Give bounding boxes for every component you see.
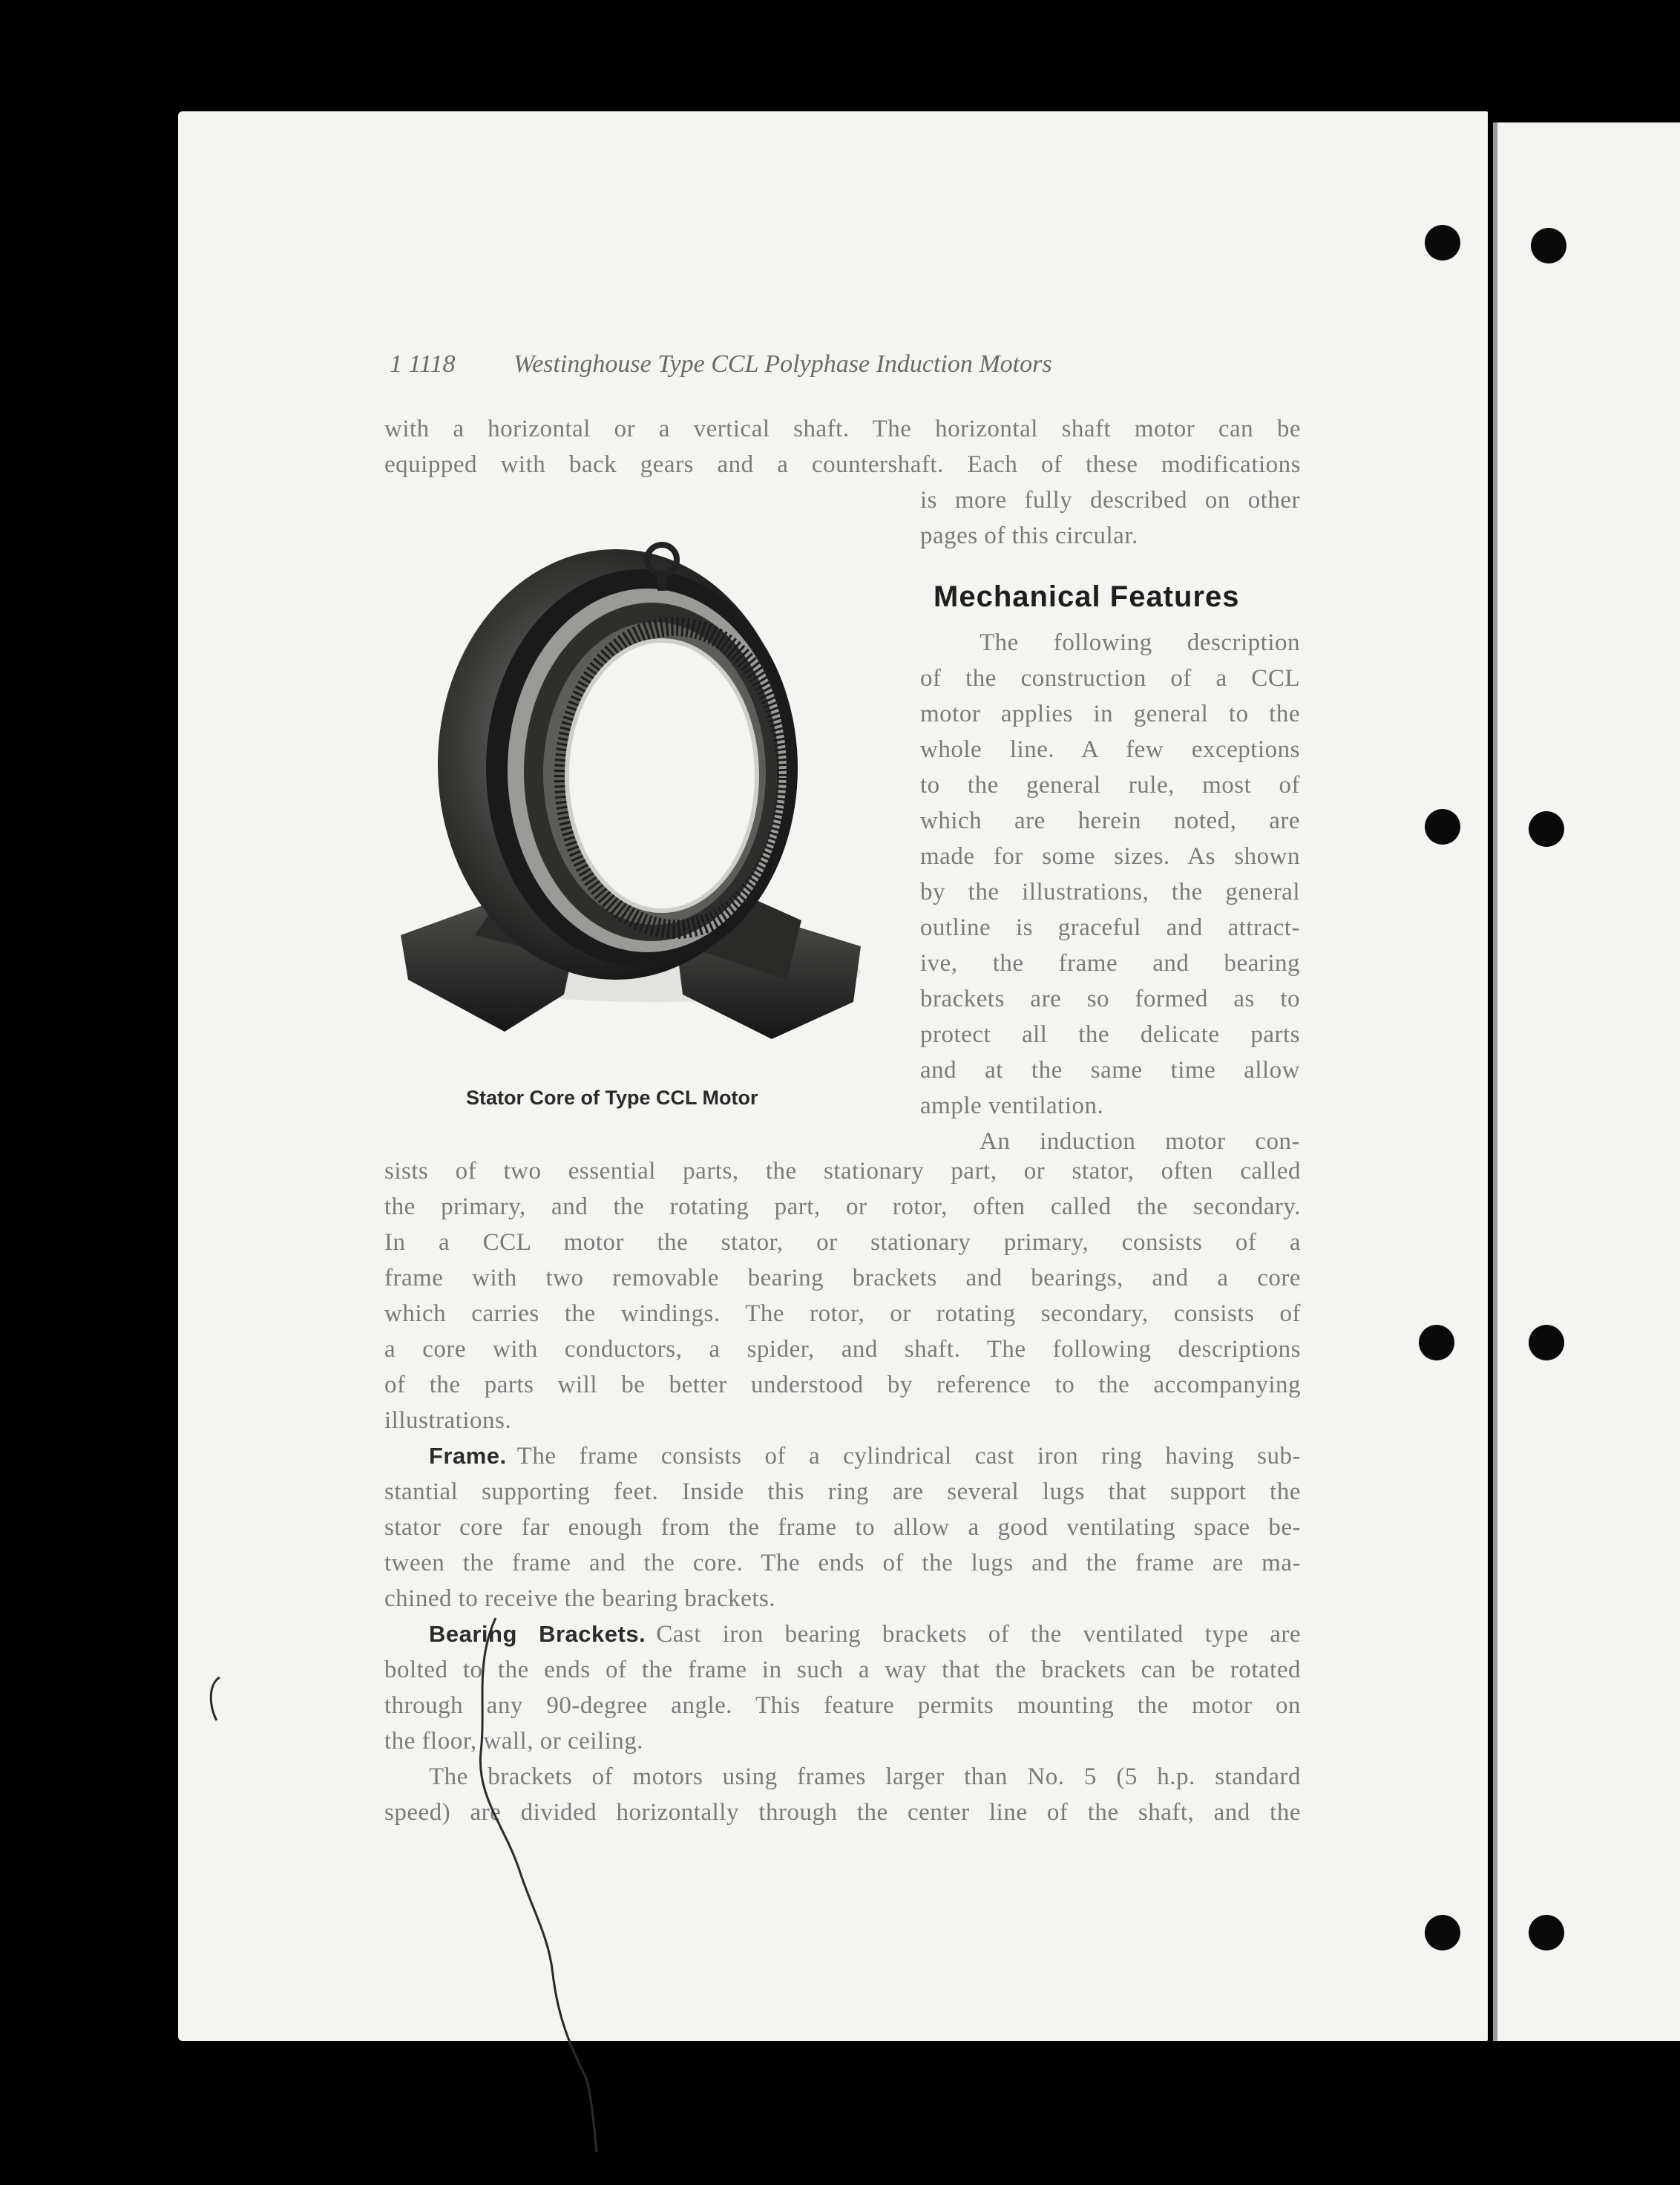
text-line: the floor, wall, or ceiling. — [384, 1728, 643, 1755]
text-line: is more fully described on other — [920, 487, 1300, 514]
brackets-paragraph-first-line — [384, 1616, 1301, 1652]
text-line: ample ventilation. — [920, 1092, 1104, 1119]
text-span: Cast iron bearing brackets of the ventilated type are — [656, 1621, 1301, 1648]
text-line: outline is graceful and attract- — [920, 914, 1300, 941]
text-line: by the illustrations, the general — [920, 879, 1300, 905]
text-line: motor applies in general to the — [920, 701, 1300, 727]
running-title: Westinghouse Type CCL Polyphase Induction Motors — [513, 350, 1052, 378]
text-line: protect all the delicate parts — [920, 1021, 1300, 1048]
text-line: An induction motor con- — [980, 1128, 1300, 1155]
punch-hole-icon — [1529, 811, 1564, 847]
figure-caption: Stator Core of Type CCL Motor — [466, 1087, 758, 1109]
punch-hole-icon — [1529, 1325, 1564, 1360]
text-line: frame with two removable bearing brackets and bearings, and a core — [384, 1265, 1301, 1291]
page-number: 1 1118 — [390, 350, 456, 378]
frame-label: Frame. — [429, 1443, 507, 1469]
intro-paragraph-wrap — [920, 482, 1300, 554]
punch-hole-icon — [1419, 1325, 1454, 1360]
text-line: the primary, and the rotating part, or rotor, often called the secondary. — [384, 1193, 1301, 1220]
text-line: bolted to the ends of the frame in such a way that the brackets can be rotated — [384, 1657, 1301, 1683]
text-line: to the general rule, most of — [920, 772, 1300, 799]
text-line: sists of two essential parts, the stationary part, or stator, often called — [384, 1158, 1301, 1185]
punch-hole-icon — [1529, 1915, 1564, 1950]
text-line: through any 90-degree angle. This feature permits mounting the motor on — [384, 1692, 1301, 1719]
text-line: of the parts will be better understood by reference to the accompanying — [384, 1372, 1301, 1398]
frame-paragraph-first-line — [384, 1438, 1301, 1474]
text-line: brackets are so formed as to — [920, 986, 1300, 1012]
section-heading: Mechanical Features — [933, 580, 1240, 613]
column-paragraph — [920, 625, 1300, 1159]
running-header — [390, 350, 1052, 379]
text-line: In a CCL motor the stator, or stationary primary, consists of a — [384, 1229, 1301, 1256]
text-line: which carries the windings. The rotor, or rotating secondary, consists of — [384, 1300, 1301, 1327]
text-line: chined to receive the bearing brackets. — [384, 1585, 776, 1612]
text-span: The frame consists of a cylindrical cast iron ring having sub- — [516, 1443, 1301, 1470]
text-line: illustrations. — [384, 1407, 512, 1434]
punch-hole-icon — [1425, 1915, 1460, 1950]
stator-core-photo-icon — [386, 520, 890, 1054]
text-line: whole line. A few exceptions — [920, 736, 1300, 763]
text-line: which are herein noted, are — [920, 808, 1300, 834]
punch-hole-icon — [1531, 228, 1566, 263]
text-line: stator core far enough from the frame to allow a good ventilating space be- — [384, 1514, 1301, 1541]
intro-paragraph — [384, 411, 1301, 482]
text-line: and at the same time allow — [920, 1057, 1300, 1084]
text-line: speed) are divided horizontally through the center line of the shaft, and the — [384, 1799, 1301, 1826]
punch-hole-icon — [1425, 225, 1460, 261]
brackets-label: Bearing Brackets. — [429, 1621, 646, 1647]
text-line: The following description — [980, 629, 1300, 656]
text-line: tween the frame and the core. The ends of the lugs and the frame are ma- — [384, 1550, 1301, 1576]
text-line: equipped with back gears and a countershaft. Each of these modifications — [384, 451, 1301, 478]
text-line: ive, the frame and bearing — [920, 950, 1300, 977]
adjacent-page-edge — [1493, 122, 1680, 2041]
text-line: made for some sizes. As shown — [920, 843, 1300, 870]
punch-hole-icon — [1425, 809, 1460, 845]
body-paragraph — [384, 1153, 1301, 1830]
text-line: a core with conductors, a spider, and shaft. The following descriptions — [384, 1336, 1301, 1363]
text-line: with a horizontal or a vertical shaft. The horizontal shaft motor can be — [384, 416, 1301, 442]
text-line: pages of this circular. — [920, 522, 1138, 549]
text-line: of the construction of a CCL — [920, 665, 1300, 692]
text-line: stantial supporting feet. Inside this ring are several lugs that support the — [384, 1478, 1301, 1505]
text-line: The brackets of motors using frames larger than No. 5 (5 h.p. standard — [429, 1763, 1301, 1790]
